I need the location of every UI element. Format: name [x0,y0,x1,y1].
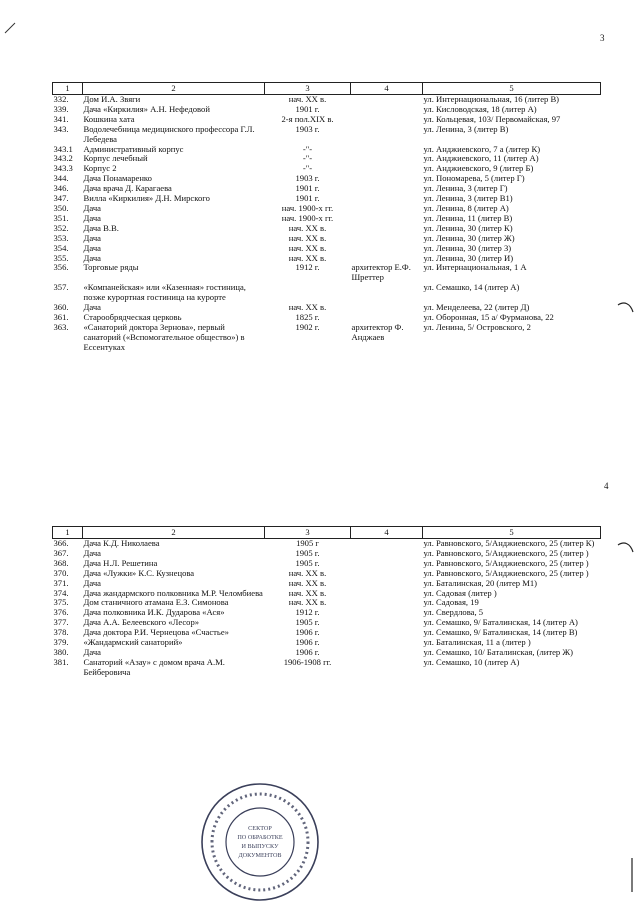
object-address: ул. Ленина, 3 (литер Г) [423,184,508,194]
col-date-header: 3 [265,83,351,95]
object-author: архитектор Ф. Анджаев [351,322,404,342]
object-date: нач. XX в. [288,588,327,598]
table-row [53,244,601,254]
object-address: ул. Равновского, 5/Анджиевского, 25 (литер ) [423,548,589,558]
row-number: 371. [53,578,69,588]
object-author [351,164,423,174]
object-address: ул. Кисловодская, 18 (литер А) [423,104,537,114]
object-address: ул. Ленина, 30 (литер Ж) [423,233,515,243]
table-row [53,303,601,313]
object-author [351,638,423,648]
object-author [351,194,423,204]
object-address: ул. Ленина, 30 (литер К) [423,223,513,233]
scan-corner-mark [4,22,16,34]
table-row [53,549,601,559]
object-date: 1906 г. [295,647,320,657]
object-date: нач. XX в. [288,223,327,233]
object-name: Санаторий «Азау» с домом врача А.М. Бейберовича [83,657,225,677]
object-name: Старообрядческая церковь [83,312,182,322]
object-address: ул. Равновского, 5/Анджиевского, 25 (литер ) [423,568,589,578]
table-row [53,628,601,638]
object-author [351,214,423,224]
row-number: 370. [53,568,69,578]
svg-text:СЕКТОР: СЕКТОР [248,825,272,832]
object-name: Кошкина хата [83,114,135,124]
object-date: 1906 г. [295,628,320,638]
object-date: 1905 г. [295,548,320,558]
col-author-header: 4 [351,83,423,95]
row-number: 339. [53,104,69,114]
object-author: архитектор Е.Ф. Шреттер [351,263,411,283]
object-name: Дача [83,548,101,558]
row-number: 344. [53,174,69,184]
object-name: Дача [83,203,101,213]
row-number: 341. [53,114,69,124]
svg-text:И ВЫПУСКУ: И ВЫПУСКУ [241,843,279,850]
object-name: Дача [83,243,101,253]
object-name: Дача В.В. [83,223,119,233]
table-row [53,115,601,125]
row-number: 343. [53,124,69,134]
margin-pen-mark [616,540,636,556]
row-number: 361. [53,312,69,322]
table-row [53,125,601,145]
object-author [351,648,423,658]
object-address: ул. Семашко, 10/ Баталинская, (литер Ж) [423,647,573,657]
object-address: ул. Ленина, 11 (литер В) [423,213,513,223]
row-number: 353. [53,233,69,243]
object-date [265,283,351,303]
object-address: ул. Анджиевского, 11 (литер А) [423,154,539,164]
row-number: 379. [53,638,69,648]
object-name: Торговые ряды [83,263,139,273]
object-author [351,244,423,254]
object-address: ул. Ленина, 30 (литер И) [423,253,514,263]
object-name: Дача «Лужки» К.С. Кузнецова [83,568,195,578]
object-date: нач. XX в. [288,253,327,263]
row-number: 381. [53,657,69,667]
object-author [351,313,423,323]
table-row [53,579,601,589]
table-row [53,254,601,264]
object-date: нач. XX в. [288,578,327,588]
table-row [53,539,601,549]
object-date: нач. XX в. [288,303,327,313]
object-date: 1905 г. [295,618,320,628]
object-date: 1905 г [296,538,319,548]
row-number: 368. [53,558,69,568]
object-address: ул. Садовая (литер ) [423,588,497,598]
row-number: 357. [53,283,69,293]
table-row [53,95,601,105]
object-date: -"- [302,144,313,154]
object-author [351,618,423,628]
object-date: нач. XX в. [288,94,327,104]
object-address: ул. Ленина, 5/ Островского, 2 [423,322,531,332]
col-address-header: 5 [423,527,601,539]
object-address: ул. Семашко, 14 (литер А) [423,283,520,293]
table-header-row [53,527,601,539]
object-name: Дача доктора Р.И. Чернецова «Счастье» [83,628,229,638]
table-row [53,164,601,174]
row-number: 350. [53,203,69,213]
object-name: Дом станичного атамана Е.З. Симонова [83,598,229,608]
object-author [351,224,423,234]
table-row [53,608,601,618]
object-date: 1903 г. [295,174,320,184]
object-author [351,283,423,303]
col-name-header: 2 [83,83,265,95]
page-number-top: 3 [600,33,605,43]
object-address: ул. Анджиевского, 7 а (литер К) [423,144,541,154]
object-name: Вилла «Киркилия» Д.Н. Мирского [83,194,210,204]
object-name: Дача [83,233,101,243]
object-author [351,234,423,244]
object-address: ул. Ленина, 3 (литер В) [423,124,509,134]
object-author [351,628,423,638]
object-address: ул. Семашко, 10 (литер А) [423,657,520,667]
object-name: Дача врача Д. Карагаева [83,184,172,194]
object-author [351,598,423,608]
object-author [351,559,423,569]
row-number: 377. [53,618,69,628]
row-number: 343.2 [53,154,73,164]
object-author [351,608,423,618]
row-number: 374. [53,588,69,598]
object-name: Дача К.Д. Николаева [83,538,160,548]
object-author [351,145,423,155]
table-row [53,589,601,599]
object-address: ул. Ленина, 3 (литер В1) [423,194,513,204]
table-row [53,648,601,658]
row-number: 380. [53,647,69,657]
table-row [53,263,601,283]
table-row [53,598,601,608]
object-name: Дача Н.Л. Решетина [83,558,158,568]
row-number: 355. [53,253,69,263]
margin-pen-mark [626,856,638,896]
object-name: Водолечебница медицинского профессора Г.Л. Лебедева [83,124,255,144]
table-row [53,145,601,155]
object-author [351,115,423,125]
col-date-header: 3 [265,527,351,539]
table-header-row [53,83,601,95]
row-number: 356. [53,263,69,273]
object-date: 1912 г. [295,608,320,618]
object-author [351,105,423,115]
margin-pen-mark [616,300,636,316]
object-address: ул. Семашко, 9/ Баталинская, 14 (литер А) [423,618,578,628]
register-table-page1 [52,82,601,353]
table-row [53,313,601,323]
table-row [53,204,601,214]
object-name: «Компанейская» или «Казенная» гостиница, позже курортная гостиница на курорте [83,283,246,303]
object-name: «Жандармский санаторий» [83,638,183,648]
object-author [351,539,423,549]
table-row [53,638,601,648]
object-name: Административный корпус [83,144,184,154]
row-number: 363. [53,322,69,332]
table-row [53,323,601,353]
object-date: 2-я пол.XIX в. [281,114,334,124]
object-date: -"- [302,164,313,174]
register-table-page2 [52,526,601,678]
object-name: Дача полковника И.К. Дударова «Ася» [83,608,225,618]
object-address: ул. Интернациональная, 1 А [423,263,527,273]
object-author [351,154,423,164]
object-address: ул. Баталинская, 20 (литер М1) [423,578,537,588]
table-row [53,174,601,184]
object-date: 1901 г. [295,104,320,114]
col-author-header: 4 [351,527,423,539]
row-number: 367. [53,548,69,558]
object-date: нач. XX в. [288,598,327,608]
object-name: Дача А.А. Белеевского «Лесор» [83,618,200,628]
object-date: нач. 1900-х гг. [281,213,334,223]
object-date: нач. 1900-х гг. [281,203,334,213]
row-number: 378. [53,628,69,638]
row-number: 360. [53,303,69,313]
object-author [351,549,423,559]
table-row [53,658,601,678]
table-row [53,618,601,628]
row-number: 346. [53,184,69,194]
svg-text:ПО ОБРАБОТКЕ: ПО ОБРАБОТКЕ [237,834,283,841]
object-author [351,184,423,194]
table-row [53,105,601,115]
row-number: 343.1 [53,144,73,154]
object-name: Дача [83,578,101,588]
object-name: «Санаторий доктора Зернова», первый санаторий («Вспомогательное общество») в Ессентуках [83,322,245,352]
object-date: 1901 г. [295,184,320,194]
object-date: нач. XX в. [288,568,327,578]
table-row [53,184,601,194]
object-address: ул. Равновского, 5/Анджиевского, 25 (литер К) [423,538,595,548]
row-number: 366. [53,538,69,548]
row-number: 376. [53,608,69,618]
row-number: 332. [53,94,69,104]
col-number-header: 1 [53,83,83,95]
object-address: ул. Анджиевского, 9 (литер Б) [423,164,534,174]
object-address: ул. Кольцевая, 103/ Первомайская, 97 [423,114,561,124]
row-number: 354. [53,243,69,253]
object-date: 1902 г. [295,322,320,332]
col-name-header: 2 [83,527,265,539]
object-name: Дача жандармского полковника М.Р. Челомбиева [83,588,263,598]
object-address: ул. Баталинская, 11 а (литер ) [423,638,531,648]
table-row [53,569,601,579]
object-author [351,254,423,264]
object-date: 1903 г. [295,124,320,134]
object-address: ул. Свердлова, 5 [423,608,484,618]
object-name: Корпус 2 [83,164,117,174]
table-row [53,283,601,303]
object-author [351,95,423,105]
object-date: нач. XX в. [288,233,327,243]
object-name: Дача [83,253,101,263]
table-body [53,539,601,678]
table-row [53,214,601,224]
table-row [53,194,601,204]
object-address: ул. Семашко, 9/ Баталинская, 14 (литер В) [423,628,578,638]
object-name: Дача [83,303,101,313]
object-author [351,125,423,145]
object-author [351,579,423,589]
page-number-bottom: 4 [604,481,609,491]
row-number: 347. [53,194,69,204]
object-date: 1825 г. [295,312,320,322]
row-number: 352. [53,223,69,233]
object-date: 1912 г. [295,263,320,273]
object-address: ул. Садовая, 19 [423,598,479,608]
object-name: Корпус лечебный [83,154,148,164]
object-author [351,569,423,579]
table-row [53,559,601,569]
table-row [53,234,601,244]
object-date: 1901 г. [295,194,320,204]
svg-text:ДОКУМЕНТОВ: ДОКУМЕНТОВ [238,852,282,859]
object-name: Дача [83,213,101,223]
object-name: Дача «Киркилия» А.Н. Нефедовой [83,104,210,114]
table-row [53,154,601,164]
row-number: 343.3 [53,164,73,174]
object-author [351,589,423,599]
object-author [351,204,423,214]
object-date: 1906-1908 гг. [283,657,332,667]
col-address-header: 5 [423,83,601,95]
object-name: Дом И.А. Звяги [83,94,141,104]
object-author [351,303,423,313]
object-name: Дача Понамаренко [83,174,152,184]
object-date: нач. XX в. [288,243,327,253]
object-author [351,174,423,184]
object-address: ул. Пономарева, 5 (литер Г) [423,174,525,184]
office-stamp [198,780,322,904]
object-address: ул. Ленина, 30 (литер З) [423,243,512,253]
object-address: ул. Интернациональная, 16 (литер В) [423,94,560,104]
object-date: -"- [302,154,313,164]
object-address: ул. Оборонная, 15 а/ Фурманова, 22 [423,312,554,322]
object-name: Дача [83,647,101,657]
object-address: ул. Равновского, 5/Анджиевского, 25 (литер ) [423,558,589,568]
object-date: 1905 г. [295,558,320,568]
col-number-header: 1 [53,527,83,539]
object-date: 1906 г. [295,638,320,648]
row-number: 351. [53,213,69,223]
row-number: 375. [53,598,69,608]
table-row [53,224,601,234]
table-body [53,95,601,353]
object-address: ул. Менделеева, 22 (литер Д) [423,303,530,313]
object-address: ул. Ленина, 8 (литер А) [423,203,509,213]
object-author [351,658,423,678]
